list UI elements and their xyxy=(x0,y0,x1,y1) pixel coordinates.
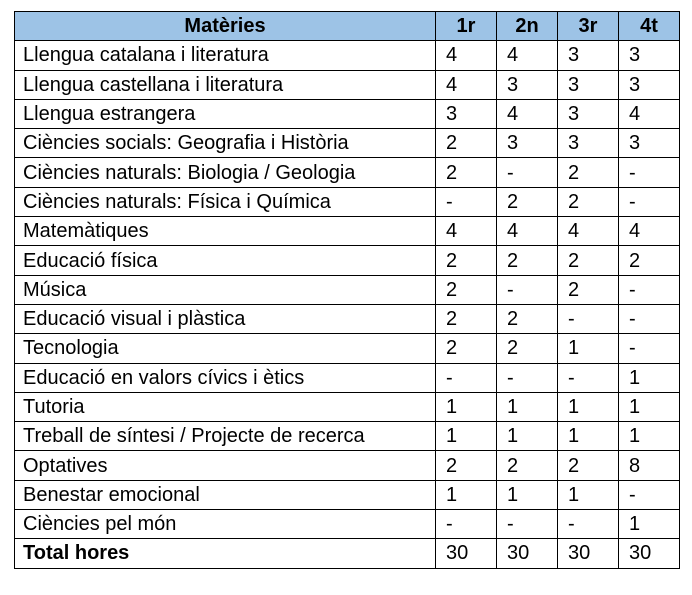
hours-cell: 1 xyxy=(436,422,497,451)
hours-cell: 3 xyxy=(558,129,619,158)
hours-cell: 2 xyxy=(436,129,497,158)
table-row xyxy=(15,422,680,451)
subject-cell: Llengua estrangera xyxy=(15,99,436,128)
table-row xyxy=(15,392,680,421)
hours-cell: 1 xyxy=(558,334,619,363)
hours-cell: 4 xyxy=(497,41,558,70)
hours-cell: 1 xyxy=(558,392,619,421)
table-row xyxy=(15,187,680,216)
hours-cell: 4 xyxy=(436,41,497,70)
hours-cell: 2 xyxy=(558,275,619,304)
table-row xyxy=(15,41,680,70)
hours-cell: - xyxy=(619,275,680,304)
hours-cell: 4 xyxy=(497,99,558,128)
hours-cell: 3 xyxy=(497,129,558,158)
hours-cell: 1 xyxy=(497,392,558,421)
hours-cell: 2 xyxy=(558,158,619,187)
hours-cell: 8 xyxy=(619,451,680,480)
subject-cell: Tutoria xyxy=(15,392,436,421)
hours-cell: 1 xyxy=(558,480,619,509)
table-row xyxy=(15,363,680,392)
hours-cell: 2 xyxy=(619,246,680,275)
hours-cell: 1 xyxy=(619,363,680,392)
table-row xyxy=(15,99,680,128)
subject-cell: Ciències naturals: Física i Química xyxy=(15,187,436,216)
subject-cell: Ciències naturals: Biologia / Geologia xyxy=(15,158,436,187)
table-row xyxy=(15,334,680,363)
hours-cell: 2 xyxy=(436,275,497,304)
hours-cell: 1 xyxy=(619,392,680,421)
hours-cell: 2 xyxy=(436,158,497,187)
hours-cell: - xyxy=(497,275,558,304)
header-row xyxy=(15,12,680,41)
hours-cell: - xyxy=(436,363,497,392)
hours-cell: 3 xyxy=(619,129,680,158)
hours-cell: 1 xyxy=(497,480,558,509)
total-hours-cell: 30 xyxy=(497,539,558,568)
hours-cell: - xyxy=(436,510,497,539)
total-hours-cell: 30 xyxy=(619,539,680,568)
header-year-3: 3r xyxy=(558,12,619,41)
total-hours-cell: 30 xyxy=(558,539,619,568)
hours-cell: 2 xyxy=(497,451,558,480)
subject-cell: Benestar emocional xyxy=(15,480,436,509)
hours-cell: - xyxy=(619,334,680,363)
hours-cell: 3 xyxy=(436,99,497,128)
hours-cell: 1 xyxy=(436,392,497,421)
total-label: Total hores xyxy=(15,539,436,568)
subjects-hours-table xyxy=(14,11,680,569)
hours-cell: - xyxy=(619,158,680,187)
hours-cell: 1 xyxy=(497,422,558,451)
hours-cell: 2 xyxy=(497,304,558,333)
hours-cell: 2 xyxy=(497,246,558,275)
hours-cell: 2 xyxy=(558,451,619,480)
hours-cell: 3 xyxy=(497,70,558,99)
hours-cell: 3 xyxy=(619,70,680,99)
table-row xyxy=(15,129,680,158)
hours-cell: 2 xyxy=(436,451,497,480)
hours-cell: 2 xyxy=(558,246,619,275)
table-row xyxy=(15,158,680,187)
subject-cell: Llengua catalana i literatura xyxy=(15,41,436,70)
header-year-1: 1r xyxy=(436,12,497,41)
subject-cell: Ciències pel món xyxy=(15,510,436,539)
hours-cell: 2 xyxy=(558,187,619,216)
table-row xyxy=(15,451,680,480)
header-subjects: Matèries xyxy=(15,12,436,41)
hours-cell: 3 xyxy=(558,99,619,128)
table-row xyxy=(15,275,680,304)
subject-cell: Educació física xyxy=(15,246,436,275)
hours-cell: 1 xyxy=(558,422,619,451)
hours-cell: - xyxy=(497,510,558,539)
hours-cell: 4 xyxy=(558,217,619,246)
table-row xyxy=(15,70,680,99)
total-row xyxy=(15,539,680,568)
subject-cell: Ciències socials: Geografia i Història xyxy=(15,129,436,158)
hours-cell: - xyxy=(619,187,680,216)
subject-cell: Educació visual i plàstica xyxy=(15,304,436,333)
table-row xyxy=(15,246,680,275)
header-year-2: 2n xyxy=(497,12,558,41)
hours-cell: 4 xyxy=(436,70,497,99)
subject-cell: Optatives xyxy=(15,451,436,480)
total-hours-cell: 30 xyxy=(436,539,497,568)
hours-cell: 4 xyxy=(619,217,680,246)
hours-cell: 4 xyxy=(497,217,558,246)
hours-cell: 3 xyxy=(558,70,619,99)
hours-cell: 1 xyxy=(436,480,497,509)
hours-cell: - xyxy=(558,510,619,539)
hours-cell: 2 xyxy=(497,334,558,363)
hours-cell: 2 xyxy=(436,304,497,333)
table-row xyxy=(15,217,680,246)
subject-cell: Treball de síntesi / Projecte de recerca xyxy=(15,422,436,451)
hours-cell: 1 xyxy=(619,510,680,539)
table-row xyxy=(15,304,680,333)
table-row xyxy=(15,510,680,539)
hours-cell: - xyxy=(558,363,619,392)
hours-cell: - xyxy=(497,158,558,187)
hours-cell: 3 xyxy=(619,41,680,70)
subject-cell: Matemàtiques xyxy=(15,217,436,246)
subject-cell: Tecnologia xyxy=(15,334,436,363)
hours-cell: 1 xyxy=(619,422,680,451)
hours-cell: - xyxy=(558,304,619,333)
hours-cell: 2 xyxy=(497,187,558,216)
hours-cell: - xyxy=(436,187,497,216)
hours-cell: - xyxy=(497,363,558,392)
hours-cell: 4 xyxy=(436,217,497,246)
hours-cell: 3 xyxy=(558,41,619,70)
hours-cell: - xyxy=(619,480,680,509)
hours-cell: 4 xyxy=(619,99,680,128)
table-row xyxy=(15,480,680,509)
hours-cell: 2 xyxy=(436,334,497,363)
subject-cell: Educació en valors cívics i ètics xyxy=(15,363,436,392)
subject-cell: Llengua castellana i literatura xyxy=(15,70,436,99)
hours-cell: - xyxy=(619,304,680,333)
header-year-4: 4t xyxy=(619,12,680,41)
subject-cell: Música xyxy=(15,275,436,304)
hours-cell: 2 xyxy=(436,246,497,275)
